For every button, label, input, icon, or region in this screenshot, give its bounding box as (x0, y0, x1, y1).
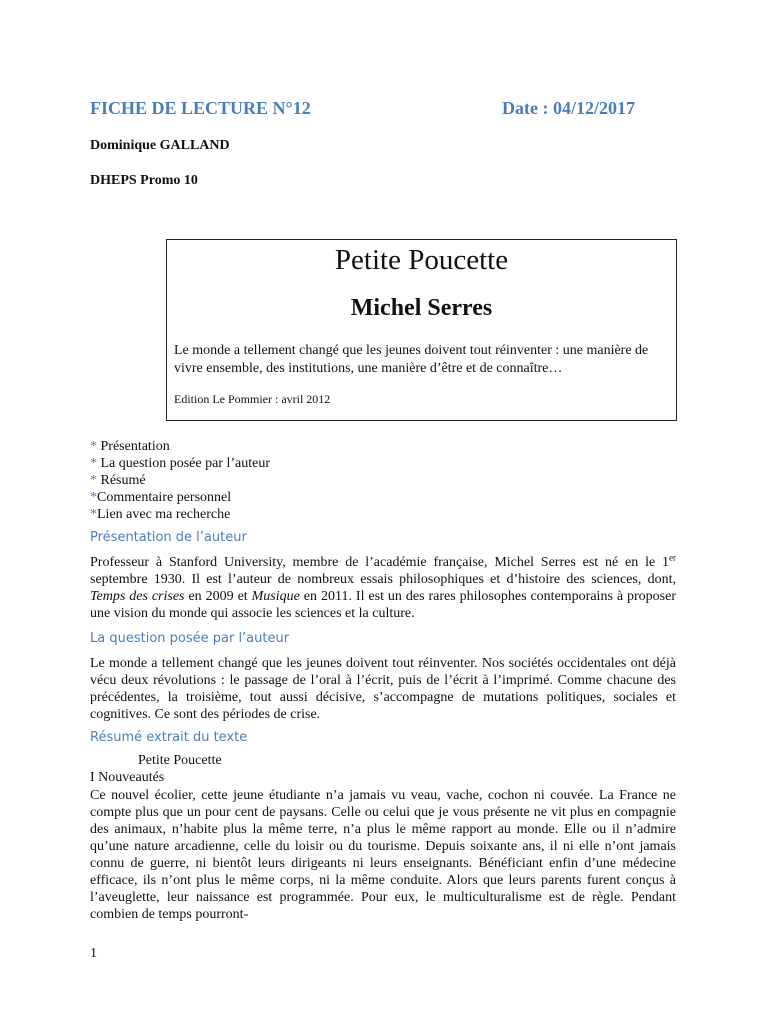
toc-label: Lien avec ma recherche (97, 507, 231, 522)
bullet-star: * (90, 490, 97, 505)
text-run: en 2011. Il est un des rares philosophes contemporains à proposer une vision du monde qui associe les sciences et la culture. (90, 589, 676, 621)
toc-item (90, 506, 690, 523)
section-heading-resume: Résumé extrait du texte (90, 730, 248, 745)
toc-item (90, 489, 690, 506)
bullet-star: * (90, 439, 101, 454)
fiche-title: FICHE DE LECTURE N°12 (90, 98, 311, 118)
book-reference: Temps des crises (90, 589, 185, 604)
superscript: er (669, 552, 676, 563)
book-info-box (166, 239, 677, 421)
header-line (90, 98, 690, 122)
toc-item (90, 438, 690, 455)
toc-label: Résumé (100, 473, 146, 488)
book-blurb: Le monde a tellement changé que les jeunes doivent tout réinventer : une manière de vivre ensemble, des institutions, une manière d’être et de connaître… (174, 343, 649, 376)
resume-paragraph: Ce nouvel écolier, cette jeune étudiante n’a jamais vu veau, vache, cochon ni couvée. La France ne compte plus que un pour cent de paysans. Celle ou celui que je vous présente ne vit plus en compagnie des animaux, n’habite plus la même terre, n’a plus le même rapport au monde. Elle ou il n’admire qu’une nature arcadienne, celle du loisir ou du tourisme. Depuis soixante ans, il ni elle n’ont jamais connu de guerre, ni bientôt leurs dirigeants ni leurs enseignants. Bénéficiant enfin d’une médecine efficace, ils n’ont plus le même corps, ni la même conduite. Alors que leurs parents furent conçus à l’aveuglette, leur naissance est programmée. Pour eux, le multiculturalisme est de règle. Pendant combien de temps pourront- (90, 788, 676, 922)
text-run: septembre 1930. Il est l’auteur de nombreux essais philosophiques et d’histoire des sciences, dont, (90, 572, 676, 587)
question-paragraph: Le monde a tellement changé que les jeunes doivent tout réinventer. Nos sociétés occidentales ont déjà vécu deux révolutions : le passage de l’oral à l’écrit, puis de l’écrit à l’imprimé. Comme chacune des précédentes, la troisième, tout aussi décisive, s’accompagne de mutations politiques, sociales et cognitives. Ce sont des périodes de crise. (90, 656, 676, 722)
resume-subtitle: I Nouveautés (90, 770, 165, 785)
toc-label: Commentaire personnel (97, 490, 232, 505)
section-heading-presentation: Présentation de l’auteur (90, 530, 247, 545)
table-of-contents (90, 438, 690, 523)
presentation-paragraph (90, 554, 676, 622)
fiche-date: Date : 04/12/2017 (502, 98, 635, 118)
book-reference: Musique (251, 589, 300, 604)
book-title: Petite Poucette (334, 244, 509, 276)
text-run: en 2009 et (184, 589, 252, 604)
student-name: Dominique GALLAND (90, 138, 230, 153)
bullet-star: * (90, 473, 101, 488)
toc-item (90, 472, 690, 489)
resume-title: Petite Poucette (138, 753, 222, 768)
section-heading-question: La question posée par l’auteur (90, 631, 290, 646)
book-edition: Edition Le Pommier : avril 2012 (174, 392, 331, 406)
page-number: 1 (90, 946, 97, 961)
bullet-star: * (90, 456, 101, 471)
promo-label: DHEPS Promo 10 (90, 173, 198, 188)
text-run: Professeur à Stanford University, membre de l’académie française, Michel Serres est né en le 1 (90, 555, 669, 570)
toc-label: Présentation (100, 439, 170, 454)
toc-item (90, 455, 690, 472)
book-author: Michel Serres (350, 295, 493, 321)
toc-label: La question posée par l’auteur (100, 456, 270, 471)
bullet-star: * (90, 507, 97, 522)
